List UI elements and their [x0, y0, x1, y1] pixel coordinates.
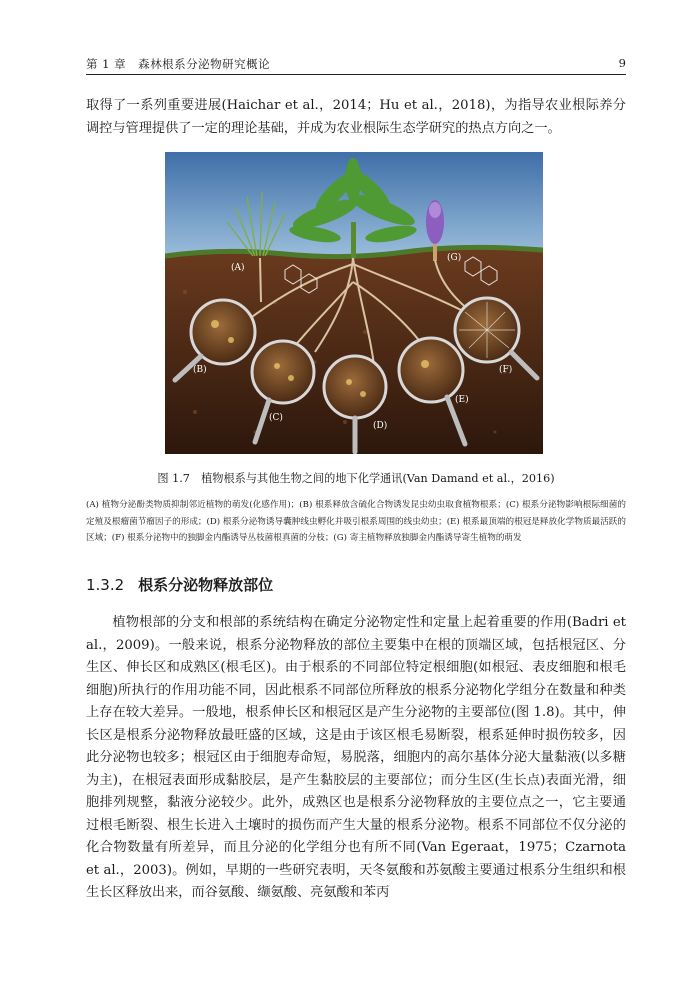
figure-illustration: [165, 152, 543, 454]
section-number: 1.3.2: [86, 576, 125, 594]
page-number: 9: [618, 56, 626, 70]
panel-label-a: (A): [231, 263, 245, 273]
intro-paragraph: 取得了一系列重要进展(Haichar et al.，2014；Hu et al.，2018)，为指导农业根际养分调控与管理提供了一定的理论基础，并成为农业根际生态学研究的热点方向之一。: [86, 98, 626, 136]
section-heading: [86, 574, 273, 595]
panel-label-e: (E): [455, 395, 469, 405]
panel-label-b: (B): [193, 365, 207, 375]
body-paragraph: 植物根部的分支和根部的系统结构在确定分泌物定性和定量上起着重要的作用(Badri et al.，2009)。一般来说，根系分泌物释放的部位主要集中在根的顶端区域，包括根冠区、分生区、伸长区和成熟区(根毛区)。由于根系的不同部位特定根细胞(如根冠、表皮细胞和根毛细胞)所执行的作用功能不同，因此根系不同部位所释放的根系分泌物化学组分在数量和种类上存在较大差异。一般地，根系伸长区和根冠区是产生分泌物的主要部位(图 1.8)。其中，伸长区是根系分泌物释放最旺盛的区域，这是由于该区根毛易断裂，根系延伸时损伤较多，因此分泌物也较多；根冠区由于细胞寿命短，易脱落，细胞内的高尔基体分泌大量黏液(以多糖为主)，在根冠表面形成黏胶层，是产生黏胶层的主要部位；而分生区(生长点)表面光滑，细胞排列规整，黏液分泌较少。此外，成熟区也是根系分泌物释放的主要位点之一，它主要通过根毛断裂、根生长进入土壤时的损伤而产生大量的根系分泌物。根系不同部位不仅分泌的化合物数量有所差异，而且分泌的化学组分也有所不同(Van Egeraat，1975；Czarnota et al.，2003)。例如，早期的一些研究表明，天冬氨酸和苏氨酸主要通过根系分生组织和根生长区释放出来，而谷氨酸、缬氨酸、亮氨酸和苯丙: [86, 615, 626, 900]
figure-legend: (A) 植物分泌酚类物质抑制邻近植物的萌发(化感作用)；(B) 根系释放含硫化合物诱发昆虫幼虫取食植物根系；(C) 根系分泌物影响根际细菌的定殖及根瘤菌节瘤因子的形成；(D) 根系分泌物诱导囊肿线虫孵化并吸引根系周围的线虫幼虫；(E) 根系最顶端的根冠是释放化学物质最活跃的区域；(F) 根系分泌物中的独脚金内酯诱导丛枝菌根真菌的分枝；(G) 寄主植物释放独脚金内酯诱导寄生植物的萌发: [86, 500, 626, 543]
running-header: [86, 52, 626, 75]
panel-label-g: (G): [447, 253, 462, 263]
panel-label-c: (C): [269, 413, 283, 423]
panel-label-d: (D): [373, 421, 388, 431]
figure-caption: 图 1.7 植物根系与其他生物之间的地下化学通讯(Van Damand et al.，2016): [157, 472, 555, 485]
chapter-title: 第 1 章 森林根系分泌物研究概论: [86, 57, 271, 71]
rhizosphere-illustration: [165, 152, 543, 454]
section-title-text: 根系分泌物释放部位: [138, 576, 274, 594]
panel-label-f: (F): [499, 365, 513, 375]
